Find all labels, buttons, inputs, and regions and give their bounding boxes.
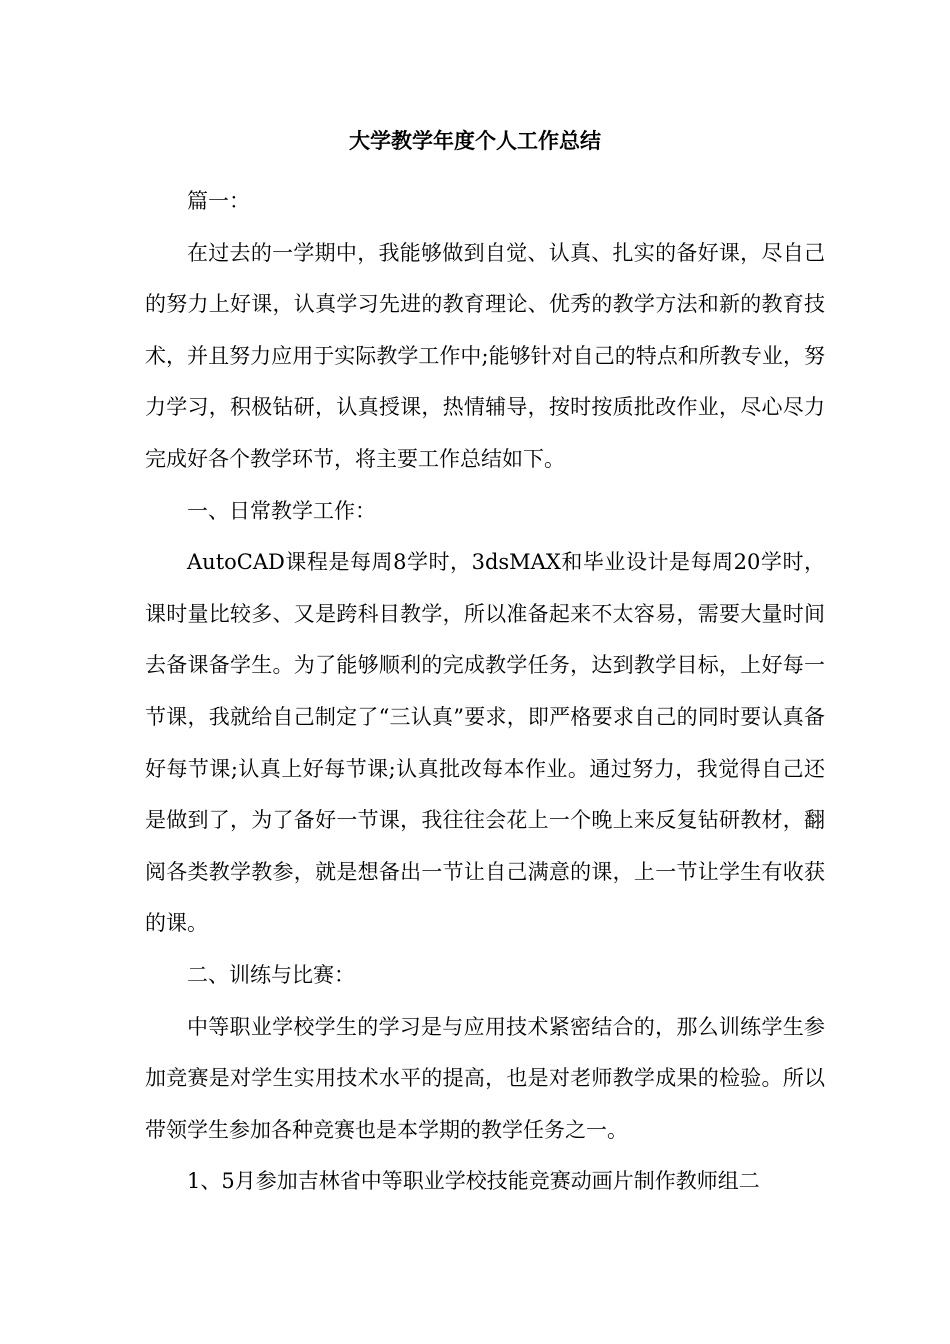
paragraph-intro: 在过去的一学期中，我能够做到自觉、认真、扎实的备好课，尽自己的努力上好课，认真学习先进的教育理论、优秀的教学方法和新的教育技术，并且努力应用于实际教学工作中;能够针对自己的特点和所教专业，努力学习，积极钻研，认真授课，热情辅导，按时按质批改作业，尽心尽力完成好各个教学环节，将主要工作总结如下。	[145, 240, 825, 471]
paragraph-intro-heading: 篇一：	[187, 189, 250, 213]
paragraph-daily-teaching: AutoCAD课程是每周8学时，3dsMAX和毕业设计是每周20学时，课时量比较多、又是跨科目教学，所以准备起来不太容易，需要大量时间去备课备学生。为了能够顺利的完成教学任务，达到教学目标，上好每一节课，我就给自己制定了“三认真”要求，即严格要求自己的同时要认真备好每节课;认真上好每节课;认真批改每本作业。通过努力，我觉得自己还是做到了，为了备好一节课，我往往会花上一个晚上来反复钻研教材，翻阅各类教学教参，就是想备出一节让自己满意的课，上一节让学生有收获的课。	[145, 550, 825, 936]
paragraph-item-1: 1、5月参加吉林省中等职业学校技能竞赛动画片制作教师组二	[187, 1169, 760, 1194]
paragraph-training: 中等职业学校学生的学习是与应用技术紧密结合的，那么训练学生参加竞赛是对学生实用技术水平的提高，也是对老师教学成果的检验。所以带领学生参加各种竞赛也是本学期的教学任务之一。	[145, 1014, 825, 1142]
section-heading-daily-teaching: 一、日常教学工作：	[187, 498, 376, 523]
document-title: 大学教学年度个人工作总结	[349, 128, 601, 153]
section-heading-training: 二、训练与比赛：	[187, 962, 355, 987]
document-body	[145, 176, 825, 1208]
